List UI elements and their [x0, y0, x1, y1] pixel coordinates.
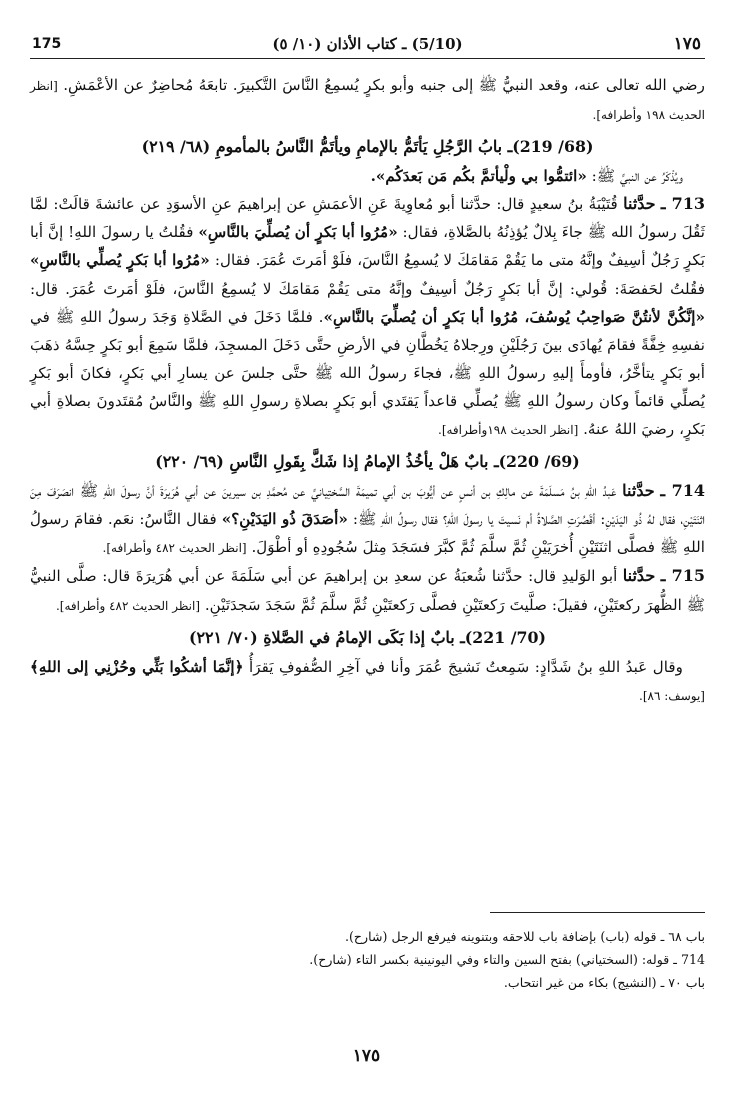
hadith-715 [30, 562, 705, 619]
chapter-heading-70: (70/ 221)ـ بابٌ إذا بَكَى الإمامُ في الصَّلاةِ (٧٠/ ٢٢١) [189, 627, 546, 647]
footnotes [30, 912, 705, 994]
chapter-70-narration: وقال عَبدُ اللهِ بنُ شَدَّادٍ: سَمِعتُ نَشيجَ عُمَرَ وأنا في آخِرِ الصُّفوفِ يَقرَأُ [249, 657, 684, 676]
hadith-714 [30, 477, 705, 562]
continued-paragraph [30, 71, 705, 129]
hadith-text: قُتَيْبَةُ بنُ سعيدٍ قال: حدَّثنا أبو مُعاوِيةَ عَنِ الأعمَشِ عن إبراهيمَ عنِ الأسوَدِ عن عائشةَ قالَتْ: لمَّا ثَقُلَ رسولُ الله ﷺ جاءَ بِلالٌ يُؤذِنُهُ بالصَّلاةِ، فقال: [30, 195, 706, 242]
chapter-68-quote: «ائتمُّوا بي ولْيأتمَّ بكُم مَن بَعدَكُم». [370, 167, 587, 186]
paragraph-text: رضي الله تعالى عنه، وقعد النبيُّ ﷺ إلى جنبه وأبو بكرٍ يُسمِعُ النَّاسَ التَّكبيرَ. تابعَهُ مُحاضِرٌ عن الأعْمَشِ. [63, 76, 705, 94]
main-text [30, 71, 705, 710]
hadith-number: 713 ـ [660, 194, 706, 214]
hadith-text: . فلمَّا دَخَلَ في الصَّلاةِ وَجَدَ رسولُ اللهِ ﷺ في نفسِهِ خِفَّةً فقامَ يُهادَى بينَ رَجُلَيْنِ ورِجلاهُ يَخُطَّانِ في الأرضِ حتَّى دَخَلَ المسجِدَ، فلمَّا سَمِعَ أبو بَكرٍ حِسَّهُ ذهَبَ أبو بَكرٍ يتأخَّرُ، فأومأَ إليهِ رسولُ اللهِ ﷺ، فجاءَ رسولُ الله ﷺ حتَّى جلسَ عن يسارِ أبي بَكرٍ، فكانَ أبو بَكرٍ يُصلِّي قائماً وكان رسولُ اللهِ ﷺ يُصلِّي قاعداً يَقتَدي أبو بَكرٍ بصلاةِ رسولِ اللهِ ﷺ والنَّاسُ مُقتَدونَ بصلاةِ أبي بَكرٍ، رضيَ اللهُ عنهُ. [30, 307, 705, 439]
page-header [30, 34, 705, 59]
prophet-quote: «مُرُوا أبا بَكرٍ يُصلِّي بالنَّاسِ» [30, 251, 210, 270]
haddathana-word: حدَّثنا [622, 566, 656, 586]
page-number-arabic: ١٧٥ [673, 34, 701, 54]
chapter-70-text [30, 653, 705, 710]
footnote-item: باب ٦٨ ـ قوله (باب) بإضافة باب للاحقه وبتنوينه فيرفع الرجل (شارح). [345, 929, 705, 944]
hadith-text: عَبدُ اللهِ بنُ مَسلَمَةَ عن مالِكِ بن أنسٍ عن أيُّوبَ بن أبي تميمَةَ السَّختِيانيِّ عن مُحمَّدِ بن سيرينَ عن أبي هُرَيرَةَ أنَّ رسولَ اللهِ ﷺ انصَرَفَ مِنَ اثنَتَيْنِ، فقال لهُ ذُو اليَدَيْنِ: أقَصُرَتِ الصَّلاةُ أم نَسيتَ يا رسولَ اللهِ؟ فقال رسولُ اللهِ ﷺ: [30, 482, 706, 529]
haddathana-word: حدَّثنا [622, 481, 655, 501]
hadith-number: 714 ـ [660, 481, 706, 501]
prophet-quote: «أصَدَقَ ذُو اليَدَيْنِ؟» [221, 510, 348, 529]
hadith-713 [30, 190, 705, 444]
cross-reference: [انظر الحديث ٤٨٢ وأطرافه]. [102, 541, 247, 556]
cross-reference: [انظر الحديث ١٩٨وأطرافه]. [438, 423, 579, 438]
chapter-68-text [30, 162, 705, 190]
footnote-item: 714 ـ قوله: (السختياني) بفتح السين والتاء وفي اليونينية بكسر التاء (شارح). [309, 952, 705, 967]
footnote-item: باب ٧٠ ـ (النشيج) بكاء من غير انتحاب. [503, 975, 705, 990]
cross-reference: [انظر الحديث ١٩٨ وأطرافه]. [30, 79, 705, 123]
hadith-number: 715 ـ [660, 566, 705, 586]
hadith-text: فقُلتُ لحَفصَةَ: قُولي: إنَّ أبا بَكرٍ رَجُلٌ أسِيفٌ وإنَّهُ متى يَقُمْ مَقامَكَ لا يُسمِعُ النَّاسَ، فلَوْ أمَرتَ عُمَرَ. قال: [30, 279, 705, 298]
haddathana-word: حدَّثنا [623, 194, 656, 214]
running-title: (5/10) ـ كتاب الأذان (١٠/ ٥) [272, 35, 463, 53]
chapter-heading-68: (68/ 219)ـ بابُ الرَّجُلِ يَأتَمُّ بالإمامِ ويأتَمُّ النَّاسُ بالمأمومِ (٦٨/ ٢١٩) [141, 137, 594, 157]
quran-reference: [يوسف: ٨٦]. [639, 688, 705, 703]
footer-page-number: ١٧٥ [352, 1046, 381, 1066]
page-number-latin: 175 [32, 36, 62, 52]
hadith-text: فقُلتُ يا رسولَ اللهِ! إنَّ أبا بَكرٍ رَجُلٌ أسِيفٌ وإنَّهُ متى ما يَقُمْ مَقامَكَ لا يُسمِعُ النَّاسَ، فلَوْ أمَرتَ عُمَرَ. فقال: [30, 223, 705, 270]
prophet-quote: «إنَّكُنَّ لأنتُنَّ صَواحِبُ يُوسُفَ، مُرُوا أبا بَكرٍ أن يُصلِّيَ بالنَّاسِ» [323, 307, 706, 326]
hadith-text: أبو الوَليدِ قال: حدَّثنا شُعبَةُ عن سعدِ بن إبراهيمَ عن أبي سَلَمَةَ عن أبي هُرَيرَةَ قال: صلَّى النبيُّ ﷺ الظُّهرَ ركعتَيْنِ، فقيلَ: صلَّيتَ رَكعتَيْنِ فصلَّى رَكعتَيْنِ ثُمَّ سلَّمَ ثُمَّ سَجَدَ سَجدَتَيْنِ. [30, 567, 705, 614]
quran-quote: ﴿إنَّمَا أشكُوا بَثِّي وحُزْنِي إلى اللهِ﴾ [30, 657, 244, 676]
cross-reference: [انظر الحديث ٤٨٢ وأطرافه]. [55, 598, 201, 613]
chapter-68-intro: ويُذْكَرُ عن النبيِّ ﷺ: [591, 167, 683, 186]
hadith-text: فقال النَّاسُ: نعَم. فقامَ رسولُ اللهِ ﷺ فصلَّى اثنَتَيْنِ أُخرَيَيْنِ ثُمَّ سلَّمَ ثُمَّ كبَّرَ فسَجَدَ مِثلَ سُجُودِهِ أو أطْوَلَ. [30, 510, 705, 557]
chapter-heading-69: (69/ 220)ـ بابٌ هَلْ يأخُذُ الإمامُ إذا شَكَّ بِقَولِ النَّاسِ (٦٩/ ٢٢٠) [155, 452, 580, 472]
prophet-quote: «مُرُوا أبا بَكرٍ أن يُصلِّيَ بالنَّاسِ» [198, 223, 398, 242]
